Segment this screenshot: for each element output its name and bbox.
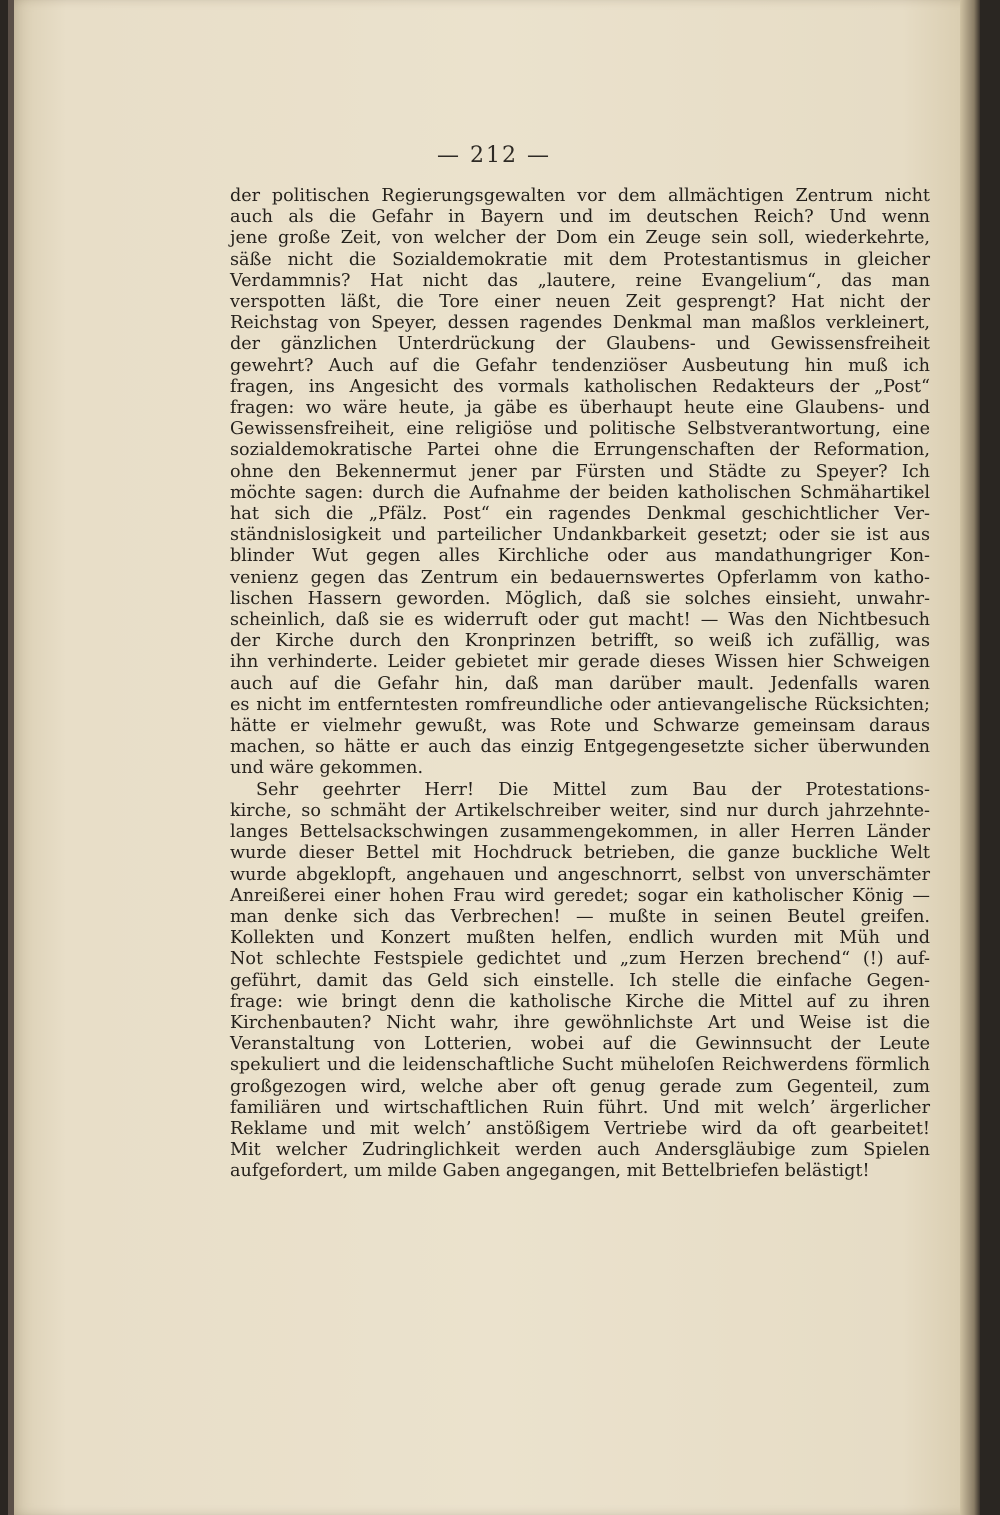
page-number: — 212 — <box>437 143 551 168</box>
text-line: frage: wie bringt denn die katholische Kirche die Mittel auf zu ihren <box>230 991 930 1012</box>
text-line: Veranstaltung von Lotterien, wobei auf die Gewinnsucht der Leute <box>230 1034 930 1055</box>
text-line: fragen, ins Angesicht des vormals katholischen Redakteurs der „Post“ <box>230 376 930 397</box>
text-line: jene große Zeit, von welcher der Dom ein Zeuge sein soll, wiederkehrte, <box>230 228 930 249</box>
text-line: ihn verhinderte. Leider gebietet mir gerade dieses Wissen hier Schweigen <box>230 652 930 673</box>
text-line: der Kirche durch den Kronprinzen betrifft, so weiß ich zufällig, was <box>230 631 930 652</box>
text-line: lischen Hassern geworden. Möglich, daß sie solches einsieht, unwahr- <box>230 588 930 609</box>
text-line: verspotten läßt, die Tore einer neuen Zeit gesprengt? Hat nicht der <box>230 292 930 313</box>
text-line: Reichstag von Speyer, dessen ragendes Denkmal man maßlos verkleinert, <box>230 313 930 334</box>
text-line: sozialdemokratische Partei ohne die Errungenschaften der Reformation, <box>230 440 930 461</box>
text-line: fragen: wo wäre heute, ja gäbe es überhaupt heute eine Glaubens- und <box>230 398 930 419</box>
text-line: wurde dieser Bettel mit Hochdruck betrieben, die ganze buckliche Welt <box>230 843 930 864</box>
text-line: Reklame und mit welch’ anstößigem Vertriebe wird da oft gearbeitet! <box>230 1118 930 1139</box>
text-line: hätte er vielmehr gewußt, was Rote und Schwarze gemeinsam daraus <box>230 716 930 737</box>
text-line: es nicht im entferntesten romfreundliche oder antievangelische Rücksichten; <box>230 694 930 715</box>
book-page <box>8 0 980 1515</box>
body-text <box>230 186 930 1183</box>
text-line: blinder Wut gegen alles Kirchliche oder aus mandathungriger Kon- <box>230 546 930 567</box>
text-line: Kirchenbauten? Nicht wahr, ihre gewöhnlichste Art und Weise ist die <box>230 1012 930 1033</box>
text-line: der politischen Regierungsgewalten vor dem allmächtigen Zentrum nicht <box>230 186 930 206</box>
page-edge <box>960 0 980 1515</box>
text-line: Kollekten und Konzert mußten helfen, endlich wurden mit Müh und <box>230 928 930 949</box>
text-line: kirche, so schmäht der Artikelschreiber weiter, sind nur durch jahrzehnte- <box>230 800 930 821</box>
text-line: Verdammnis? Hat nicht das „lautere, reine Evangelium“, das man <box>230 270 930 291</box>
text-line: Mit welcher Zudringlichkeit werden auch Andersgläubige zum Spielen <box>230 1140 930 1161</box>
text-line: venienz gegen das Zentrum ein bedauernswertes Opferlamm von katho- <box>230 567 930 588</box>
text-line: auch auf die Gefahr hin, daß man darüber mault. Jedenfalls waren <box>230 673 930 694</box>
text-line: scheinlich, daß sie es widerruft oder gut macht! — Was den Nichtbesuch <box>230 610 930 631</box>
text-line: Gewissensfreiheit, eine religiöse und politische Selbstverantwortung, eine <box>230 419 930 440</box>
text-line: familiären und wirtschaftlichen Ruin führt. Und mit welch’ ärgerlicher <box>230 1097 930 1118</box>
text-line: Not schlechte Festspiele gedichtet und „zum Herzen brechend“ (!) auf- <box>230 949 930 970</box>
text-line: man denke sich das Verbrechen! — mußte in seinen Beutel greifen. <box>230 906 930 927</box>
text-line: und wäre gekommen. <box>230 758 424 779</box>
text-line: langes Bettelsackschwingen zusammengekommen, in aller Herren Länder <box>230 822 930 843</box>
text-line: Sehr geehrter Herr! Die Mittel zum Bau der Protestations- <box>256 779 930 800</box>
text-line: hat sich die „Pfälz. Post“ ein ragendes Denkmal geschichtlicher Ver- <box>230 504 930 525</box>
text-line: ohne den Bekennermut jener par Fürsten und Städte zu Speyer? Ich <box>230 461 930 482</box>
text-line: möchte sagen: durch die Aufnahme der beiden katholischen Schmähartikel <box>230 482 930 503</box>
text-line: säße nicht die Sozialdemokratie mit dem Protestantismus in gleicher <box>230 249 930 270</box>
text-line: aufgefordert, um milde Gaben angegangen, mit Bettelbriefen belästigt! <box>230 1161 870 1182</box>
text-line: Anreißerei einer hohen Frau wird geredet; sogar ein katholischer König — <box>230 885 930 906</box>
page-gutter <box>8 0 14 1515</box>
text-line: wurde abgeklopft, angehauen und angeschnorrt, selbst von unverschämter <box>230 864 930 885</box>
text-line: spekuliert und die leidenschaftliche Sucht müheloſen Reichwerdens förmlich <box>230 1055 930 1076</box>
text-line: geführt, damit das Geld sich einstelle. Ich stelle die einfache Gegen- <box>230 970 930 991</box>
text-line: auch als die Gefahr in Bayern und im deutschen Reich? Und wenn <box>230 207 930 228</box>
text-line: der gänzlichen Unterdrückung der Glaubens- und Gewissensfreiheit <box>230 334 930 355</box>
text-line: gewehrt? Auch auf die Gefahr tendenziöser Ausbeutung hin muß ich <box>230 355 930 376</box>
text-line: ständnislosigkeit und parteilicher Undankbarkeit gesetzt; oder sie ist aus <box>230 525 930 546</box>
text-line: machen, so hätte er auch das einzig Entgegengesetzte sicher überwunden <box>230 737 930 758</box>
text-line: großgezogen wird, welche aber oft genug gerade zum Gegenteil, zum <box>230 1076 930 1097</box>
